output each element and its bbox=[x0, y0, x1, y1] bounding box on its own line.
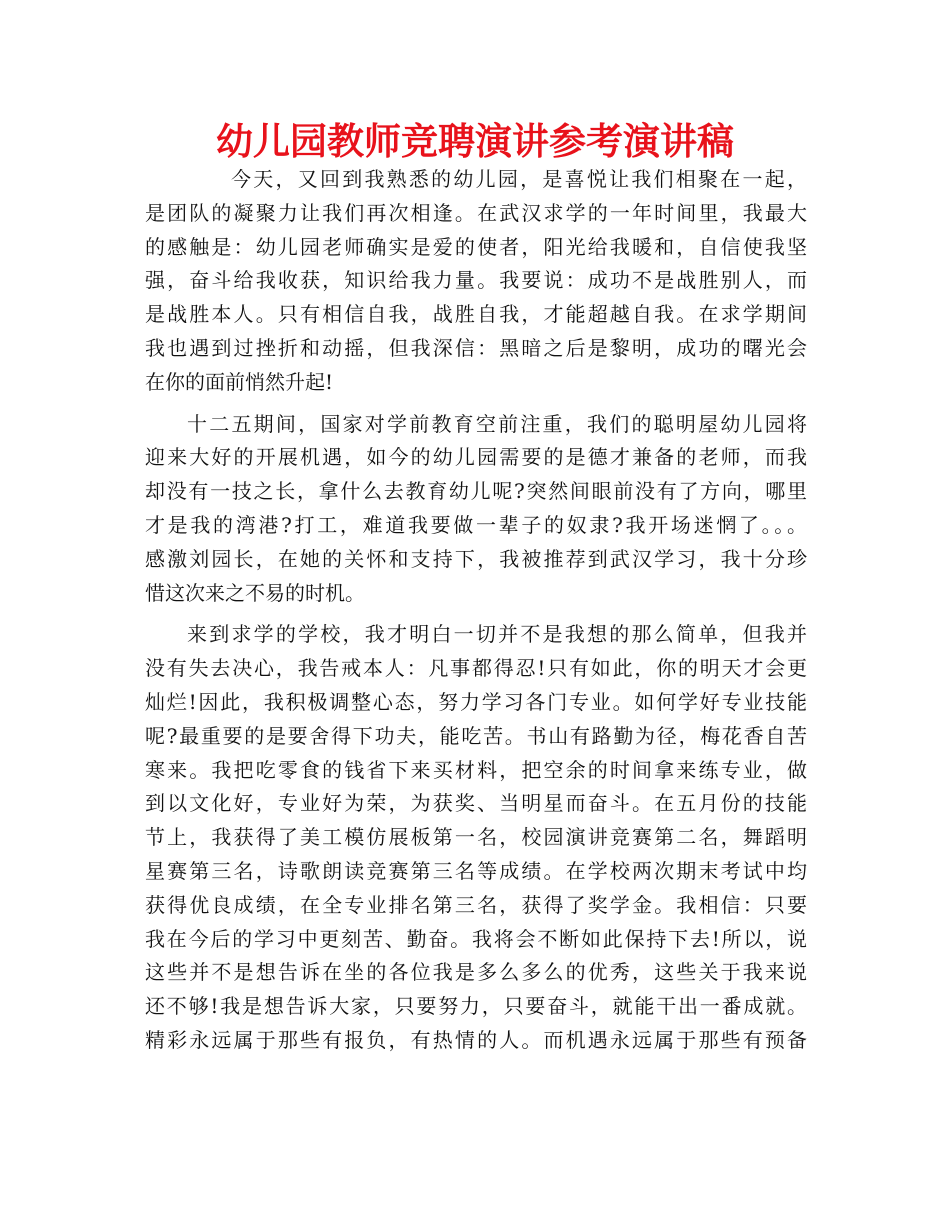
paragraph-line: 星赛第三名，诗歌朗读竞赛第三名等成绩。在学校两次期末考试中均 bbox=[145, 858, 807, 883]
paragraph-line: 感激刘园长，在她的关怀和支持下，我被推荐到武汉学习，我十分珍 bbox=[145, 546, 807, 571]
paragraph-line: 的感触是：幼儿园老师确实是爱的使者，阳光给我暖和，自信使我坚 bbox=[145, 234, 807, 259]
paragraph-line: 来到求学的学校，我才明白一切并不是我想的那么简单，但我并 bbox=[187, 622, 807, 647]
paragraph-line: 是战胜本人。只有相信自我，战胜自我，才能超越自我。在求学期间 bbox=[145, 302, 807, 327]
paragraph-line: 这些并不是想告诉在坐的各位我是多么多么的优秀，这些关于我来说 bbox=[145, 960, 807, 985]
paragraph-gap bbox=[145, 400, 807, 408]
paragraph-line: 我在今后的学习中更刻苦、勤奋。我将会不断如此保持下去!所以，说 bbox=[145, 926, 807, 951]
paragraph-line: 还不够!我是想告诉大家，只要努力，只要奋斗，就能干出一番成就。 bbox=[145, 994, 807, 1019]
paragraph-gap bbox=[145, 610, 807, 618]
paragraph-line: 没有失去决心，我告戒本人：凡事都得忍!只有如此，你的明天才会更 bbox=[145, 656, 807, 681]
paragraph-line: 才是我的湾港?打工，难道我要做一辈子的奴隶?我开场迷惘了。。。 bbox=[145, 512, 807, 537]
paragraph-line: 在你的面前悄然升起! bbox=[145, 369, 334, 394]
paragraph-line: 强，奋斗给我收获，知识给我力量。我要说：成功不是战胜别人，而 bbox=[145, 268, 807, 293]
document-title: 幼儿园教师竞聘演讲参考演讲稿 bbox=[216, 120, 734, 163]
document-body bbox=[145, 163, 807, 1058]
paragraph-2 bbox=[145, 408, 807, 611]
paragraph-line: 获得优良成绩，在全专业排名第三名，获得了奖学金。我相信：只要 bbox=[145, 892, 807, 917]
paragraph-line: 迎来大好的开展机遇，如今的幼儿园需要的是德才兼备的老师，而我 bbox=[145, 445, 807, 470]
paragraph-line: 到以文化好，专业好为荣，为获奖、当明星而奋斗。在五月份的技能 bbox=[145, 791, 807, 816]
paragraph-line: 节上，我获得了美工模仿展板第一名，校园演讲竞赛第二名，舞蹈明 bbox=[145, 825, 807, 850]
paragraph-line: 我也遇到过挫折和动摇，但我深信：黑暗之后是黎明，成功的曙光会 bbox=[145, 335, 807, 360]
paragraph-line: 精彩永远属于那些有报负，有热情的人。而机遇永远属于那些有预备 bbox=[145, 1027, 807, 1052]
paragraph-line: 寒来。我把吃零食的钱省下来买材料，把空余的时间拿来练专业，做 bbox=[145, 757, 807, 782]
paragraph-line: 是团队的凝聚力让我们再次相逢。在武汉求学的一年时间里，我最大 bbox=[145, 200, 807, 225]
paragraph-line: 惜这次来之不易的时机。 bbox=[145, 580, 365, 605]
paragraph-line: 却没有一技之长，拿什么去教育幼儿呢?突然间眼前没有了方向，哪里 bbox=[145, 479, 807, 504]
paragraph-line: 今天，又回到我熟悉的幼儿园，是喜悦让我们相聚在一起， bbox=[231, 167, 807, 191]
paragraph-line: 十二五期间，国家对学前教育空前注重，我们的聪明屋幼儿园将 bbox=[187, 411, 807, 436]
paragraph-line: 灿烂!因此，我积极调整心态，努力学习各门专业。如何学好专业技能 bbox=[145, 689, 807, 714]
paragraph-1 bbox=[145, 163, 807, 400]
paragraph-3 bbox=[145, 618, 807, 1057]
paragraph-line: 呢?最重要的是要舍得下功夫，能吃苦。书山有路勤为径，梅花香自苦 bbox=[145, 723, 807, 748]
